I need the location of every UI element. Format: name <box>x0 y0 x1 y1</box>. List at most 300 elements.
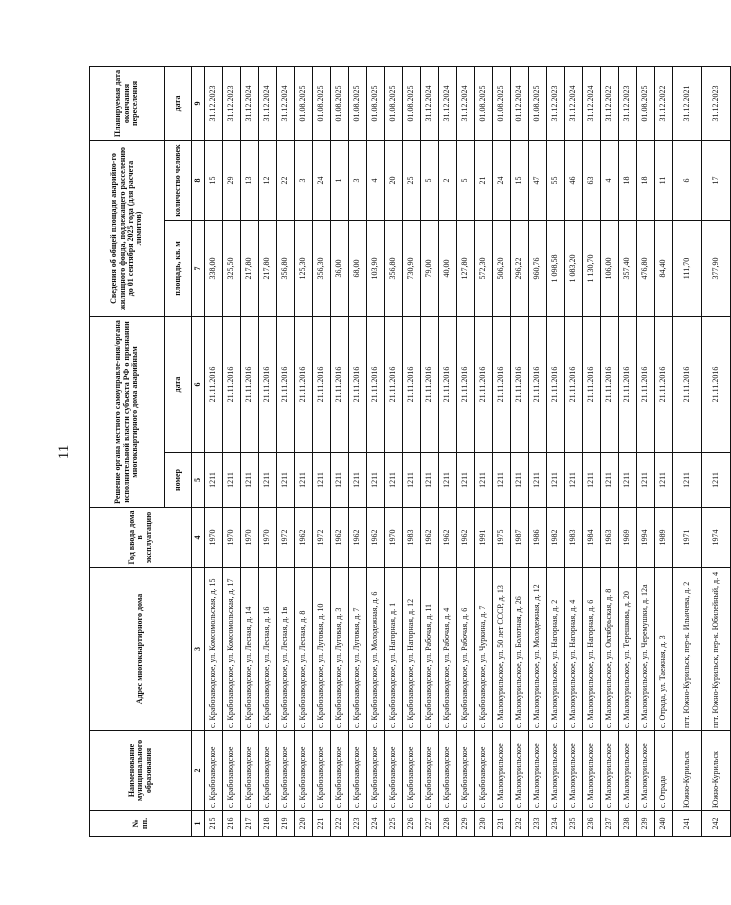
planned-date-cell: 01.08.2025 <box>475 66 493 140</box>
row-number: 229 <box>457 811 475 837</box>
people-count-cell: 15 <box>205 140 223 220</box>
address-cell: с. Малокурильское, ул. Нагорная, д. 6 <box>583 568 601 731</box>
decision-date-cell: 21.11.2016 <box>673 317 702 453</box>
address-cell: с. Крабозаводское, ул. Комсомольская, д. 17 <box>223 568 241 731</box>
row-number: 216 <box>223 811 241 837</box>
people-count-cell: 24 <box>493 140 511 220</box>
row-number: 215 <box>205 811 223 837</box>
planned-date-cell: 31.12.2024 <box>277 66 295 140</box>
people-count-cell: 3 <box>349 140 367 220</box>
decision-date-cell: 21.11.2016 <box>331 317 349 453</box>
planned-date-cell: 01.08.2025 <box>385 66 403 140</box>
row-number: 222 <box>331 811 349 837</box>
address-cell: с. Крабозаводское, ул. Молодежная, д. 6 <box>367 568 385 731</box>
year-cell: 1970 <box>241 508 259 568</box>
table-row <box>349 66 367 836</box>
people-count-cell: 46 <box>565 140 583 220</box>
year-cell: 1962 <box>421 508 439 568</box>
decision-date-cell: 21.11.2016 <box>403 317 421 453</box>
decision-date-cell: 21.11.2016 <box>241 317 259 453</box>
row-number: 231 <box>493 811 511 837</box>
municipality-cell: с. Малокурильское <box>529 731 547 811</box>
row-number: 225 <box>385 811 403 837</box>
area-cell: 338,00 <box>205 221 223 317</box>
header-address: Адрес многоквартирного дома <box>90 568 192 731</box>
row-number: 228 <box>439 811 457 837</box>
planned-date-cell: 31.12.2023 <box>223 66 241 140</box>
municipality-cell: Южно-Курильск <box>702 731 731 811</box>
municipality-cell: с. Крабозаводское <box>259 731 277 811</box>
people-count-cell: 47 <box>529 140 547 220</box>
area-cell: 356,80 <box>385 221 403 317</box>
area-cell: 1 098,58 <box>547 221 565 317</box>
decision-number-cell: 1211 <box>583 453 601 508</box>
planned-date-cell: 01.12.2024 <box>511 66 529 140</box>
planned-date-cell: 01.08.2025 <box>403 66 421 140</box>
area-cell: 572,30 <box>475 221 493 317</box>
row-number: 220 <box>295 811 313 837</box>
year-cell: 1983 <box>565 508 583 568</box>
municipality-cell: с. Крабозаводское <box>295 731 313 811</box>
people-count-cell: 17 <box>702 140 731 220</box>
people-count-cell: 22 <box>277 140 295 220</box>
people-count-cell: 25 <box>403 140 421 220</box>
column-number: 3 <box>192 568 205 731</box>
table-row <box>655 66 673 836</box>
address-cell: с. Крабозаводское, ул. Комсомольская, д. 15 <box>205 568 223 731</box>
table-row <box>702 66 731 836</box>
table-row <box>529 66 547 836</box>
area-cell: 1 083,20 <box>565 221 583 317</box>
decision-date-cell: 21.11.2016 <box>601 317 619 453</box>
year-cell: 1970 <box>259 508 277 568</box>
area-cell: 356,80 <box>277 221 295 317</box>
area-cell: 68,00 <box>349 221 367 317</box>
municipality-cell: с. Крабозаводское <box>313 731 331 811</box>
row-number: 223 <box>349 811 367 837</box>
decision-date-cell: 21.11.2016 <box>277 317 295 453</box>
people-count-cell: 18 <box>619 140 637 220</box>
area-cell: 103,90 <box>367 221 385 317</box>
people-count-cell: 11 <box>655 140 673 220</box>
year-cell: 1962 <box>367 508 385 568</box>
municipality-cell: с. Крабозаводское <box>439 731 457 811</box>
planned-date-cell: 01.08.2025 <box>349 66 367 140</box>
row-number: 236 <box>583 811 601 837</box>
decision-date-cell: 21.11.2016 <box>511 317 529 453</box>
municipality-cell: с. Малокурильское <box>493 731 511 811</box>
municipality-cell: с. Крабозаводское <box>349 731 367 811</box>
people-count-cell: 3 <box>295 140 313 220</box>
table-row <box>547 66 565 836</box>
table-row <box>241 66 259 836</box>
decision-date-cell: 21.11.2016 <box>547 317 565 453</box>
housing-table <box>89 66 731 837</box>
address-cell: с. Крабозаводское, ул. Лесная, д. 8 <box>295 568 313 731</box>
planned-date-cell: 01.08.2025 <box>331 66 349 140</box>
address-cell: с. Крабозаводское, ул. Луговая, д. 3 <box>331 568 349 731</box>
year-cell: 1962 <box>349 508 367 568</box>
address-cell: с. Малокурильское, ул. Болотная, д. 26 <box>511 568 529 731</box>
planned-date-cell: 31.12.2023 <box>547 66 565 140</box>
year-cell: 1963 <box>601 508 619 568</box>
table-row <box>565 66 583 836</box>
municipality-cell: с. Малокурильское <box>619 731 637 811</box>
municipality-cell: с. Отрада <box>655 731 673 811</box>
planned-date-cell: 31.12.2024 <box>241 66 259 140</box>
area-cell: 217,80 <box>241 221 259 317</box>
row-number: 242 <box>702 811 731 837</box>
address-cell: с. Малокурильское, ул. Терешкова, д. 20 <box>619 568 637 731</box>
year-cell: 1971 <box>673 508 702 568</box>
decision-date-cell: 21.11.2016 <box>295 317 313 453</box>
year-cell: 1970 <box>205 508 223 568</box>
decision-number-cell: 1211 <box>241 453 259 508</box>
planned-date-cell: 01.08.2025 <box>313 66 331 140</box>
people-count-cell: 4 <box>601 140 619 220</box>
table-row <box>421 66 439 836</box>
decision-date-cell: 21.11.2016 <box>223 317 241 453</box>
address-cell: пгт. Южно-Курильск, пер-к. Юбилейный, д. 4 <box>702 568 731 731</box>
municipality-cell: с. Крабозаводское <box>475 731 493 811</box>
row-number: 240 <box>655 811 673 837</box>
header-area: площадь, кв. м <box>165 221 192 317</box>
planned-date-cell: 31.12.2024 <box>421 66 439 140</box>
area-cell: 125,30 <box>295 221 313 317</box>
decision-date-cell: 21.11.2016 <box>565 317 583 453</box>
row-number: 232 <box>511 811 529 837</box>
people-count-cell: 12 <box>259 140 277 220</box>
year-cell: 1962 <box>439 508 457 568</box>
address-cell: с. Крабозаводское, ул. Лесная, д. 1в <box>277 568 295 731</box>
decision-date-cell: 21.11.2016 <box>637 317 655 453</box>
address-cell: с. Малокурильское, ул. Октябрьская, д. 8 <box>601 568 619 731</box>
decision-date-cell: 21.11.2016 <box>439 317 457 453</box>
decision-number-cell: 1211 <box>637 453 655 508</box>
planned-date-cell: 31.12.2024 <box>565 66 583 140</box>
year-cell: 1970 <box>385 508 403 568</box>
municipality-cell: с. Малокурильское <box>547 731 565 811</box>
area-cell: 111,70 <box>673 221 702 317</box>
year-cell: 1982 <box>547 508 565 568</box>
row-number: 221 <box>313 811 331 837</box>
year-cell: 1974 <box>702 508 731 568</box>
address-cell: с. Отрада, ул. Таежная, д. 3 <box>655 568 673 731</box>
decision-date-cell: 21.11.2016 <box>421 317 439 453</box>
decision-number-cell: 1211 <box>367 453 385 508</box>
people-count-cell: 5 <box>457 140 475 220</box>
area-cell: 960,76 <box>529 221 547 317</box>
table-row <box>637 66 655 836</box>
decision-number-cell: 1211 <box>385 453 403 508</box>
municipality-cell: с. Малокурильское <box>583 731 601 811</box>
address-cell: с. Крабозаводское, ул. Луговая, д. 7 <box>349 568 367 731</box>
page-number: 11 <box>56 444 72 460</box>
address-cell: с. Крабозаводское, ул. Рабочая, д. 4 <box>439 568 457 731</box>
planned-date-cell: 31.12.2024 <box>439 66 457 140</box>
municipality-cell: с. Малокурильское <box>511 731 529 811</box>
row-number: 233 <box>529 811 547 837</box>
table-row <box>223 66 241 836</box>
year-cell: 1962 <box>457 508 475 568</box>
people-count-cell: 13 <box>241 140 259 220</box>
year-cell: 1991 <box>475 508 493 568</box>
decision-date-cell: 21.11.2016 <box>529 317 547 453</box>
column-number: 7 <box>192 221 205 317</box>
row-number: 217 <box>241 811 259 837</box>
municipality-cell: с. Крабозаводское <box>331 731 349 811</box>
people-count-cell: 15 <box>511 140 529 220</box>
decision-date-cell: 21.11.2016 <box>367 317 385 453</box>
year-cell: 1972 <box>277 508 295 568</box>
area-cell: 40,00 <box>439 221 457 317</box>
table-row <box>457 66 475 836</box>
area-cell: 476,80 <box>637 221 655 317</box>
area-cell: 217,80 <box>259 221 277 317</box>
header-people: количество человек <box>165 140 192 220</box>
people-count-cell: 24 <box>313 140 331 220</box>
decision-number-cell: 1211 <box>331 453 349 508</box>
address-cell: с. Малокурильское, ул. Нагорная, д. 2 <box>547 568 565 731</box>
header-decision-date: дата <box>165 317 192 453</box>
header-planned: Планируемая дата окончания переселения <box>90 66 165 140</box>
decision-number-cell: 1211 <box>403 453 421 508</box>
planned-date-cell: 31.12.2024 <box>457 66 475 140</box>
people-count-cell: 4 <box>367 140 385 220</box>
address-cell: с. Крабозаводское, ул. Нагорная, д. 1 <box>385 568 403 731</box>
header-year: Год ввода дома в эксплуатацию <box>90 508 192 568</box>
year-cell: 1962 <box>331 508 349 568</box>
decision-number-cell: 1211 <box>223 453 241 508</box>
decision-number-cell: 1211 <box>295 453 313 508</box>
area-cell: 730,90 <box>403 221 421 317</box>
header-municipality: Наименование муниципального образования <box>90 731 192 811</box>
row-number: 218 <box>259 811 277 837</box>
municipality-cell: с. Крабозаводское <box>385 731 403 811</box>
area-cell: 357,40 <box>619 221 637 317</box>
row-number: 227 <box>421 811 439 837</box>
decision-number-cell: 1211 <box>601 453 619 508</box>
planned-date-cell: 31.12.2021 <box>673 66 702 140</box>
decision-date-cell: 21.11.2016 <box>583 317 601 453</box>
people-count-cell: 6 <box>673 140 702 220</box>
decision-date-cell: 21.11.2016 <box>349 317 367 453</box>
address-cell: с. Крабозаводское, ул. Луговая, д. 10 <box>313 568 331 731</box>
municipality-cell: с. Крабозаводское <box>457 731 475 811</box>
planned-date-cell: 31.12.2023 <box>619 66 637 140</box>
header-area-info: Сведения об общей площади аварийно-го жилищного фонда, подлежащего расселению до 01 сентября 2025 года (для расчета лимитов) <box>90 140 165 316</box>
people-count-cell: 2 <box>439 140 457 220</box>
planned-date-cell: 01.08.2025 <box>295 66 313 140</box>
municipality-cell: с. Крабозаводское <box>205 731 223 811</box>
decision-number-cell: 1211 <box>619 453 637 508</box>
column-number: 4 <box>192 508 205 568</box>
table-row <box>313 66 331 836</box>
header-decision: Решение органа местного самоуправле-ния/органа исполнительной власти субъекта РФ о признании многоквартирного дома аварийным <box>90 317 165 508</box>
decision-date-cell: 21.11.2016 <box>702 317 731 453</box>
row-number: 239 <box>637 811 655 837</box>
row-number: 226 <box>403 811 421 837</box>
people-count-cell: 29 <box>223 140 241 220</box>
area-cell: 79,00 <box>421 221 439 317</box>
decision-date-cell: 21.11.2016 <box>205 317 223 453</box>
municipality-cell: с. Малокурильское <box>637 731 655 811</box>
address-cell: с. Малокурильское, ул. Молодежная, д. 12 <box>529 568 547 731</box>
decision-number-cell: 1211 <box>655 453 673 508</box>
address-cell: с. Крабозаводское, ул. Лесная, д. 16 <box>259 568 277 731</box>
decision-number-cell: 1211 <box>565 453 583 508</box>
address-cell: пгт. Южно-Курильск, пер-к. Ильичева, д. 2 <box>673 568 702 731</box>
table-row <box>205 66 223 836</box>
table-row <box>475 66 493 836</box>
decision-number-cell: 1211 <box>511 453 529 508</box>
decision-number-cell: 1211 <box>547 453 565 508</box>
planned-date-cell: 31.12.2022 <box>601 66 619 140</box>
year-cell: 1972 <box>313 508 331 568</box>
year-cell: 1969 <box>619 508 637 568</box>
decision-date-cell: 21.11.2016 <box>475 317 493 453</box>
column-number: 1 <box>192 811 205 837</box>
address-cell: с. Крабозаводское, ул. Нагорная, д. 12 <box>403 568 421 731</box>
planned-date-cell: 31.12.2022 <box>655 66 673 140</box>
municipality-cell: с. Малокурильское <box>601 731 619 811</box>
table-row <box>295 66 313 836</box>
planned-date-cell: 01.08.2025 <box>637 66 655 140</box>
address-cell: с. Крабозаводское, ул. Рабочая, д. 6 <box>457 568 475 731</box>
decision-number-cell: 1211 <box>493 453 511 508</box>
people-count-cell: 5 <box>421 140 439 220</box>
people-count-cell: 21 <box>475 140 493 220</box>
decision-number-cell: 1211 <box>457 453 475 508</box>
table-row <box>601 66 619 836</box>
area-cell: 325,50 <box>223 221 241 317</box>
year-cell: 1994 <box>637 508 655 568</box>
planned-date-cell: 31.12.2024 <box>259 66 277 140</box>
table-row <box>511 66 529 836</box>
area-cell: 127,80 <box>457 221 475 317</box>
year-cell: 1984 <box>583 508 601 568</box>
area-cell: 356,30 <box>313 221 331 317</box>
table-row <box>439 66 457 836</box>
row-number: 219 <box>277 811 295 837</box>
decision-number-cell: 1211 <box>205 453 223 508</box>
decision-number-cell: 1211 <box>475 453 493 508</box>
decision-date-cell: 21.11.2016 <box>385 317 403 453</box>
area-cell: 1 130,70 <box>583 221 601 317</box>
decision-date-cell: 21.11.2016 <box>259 317 277 453</box>
row-number: 235 <box>565 811 583 837</box>
address-cell: с. Крабозаводское, ул. Лесная, д. 14 <box>241 568 259 731</box>
area-cell: 84,40 <box>655 221 673 317</box>
table-row <box>259 66 277 836</box>
row-number: 230 <box>475 811 493 837</box>
table-row <box>367 66 385 836</box>
decision-date-cell: 21.11.2016 <box>313 317 331 453</box>
planned-date-cell: 31.12.2024 <box>583 66 601 140</box>
planned-date-cell: 01.08.2025 <box>529 66 547 140</box>
row-number: 234 <box>547 811 565 837</box>
column-number: 9 <box>192 66 205 140</box>
municipality-cell: с. Крабозаводское <box>403 731 421 811</box>
year-cell: 1975 <box>493 508 511 568</box>
address-cell: с. Малокурильское, ул. 50 лет СССР, д. 13 <box>493 568 511 731</box>
column-number: 2 <box>192 731 205 811</box>
column-number: 6 <box>192 317 205 453</box>
planned-date-cell: 31.12.2023 <box>205 66 223 140</box>
decision-date-cell: 21.11.2016 <box>655 317 673 453</box>
row-number: 238 <box>619 811 637 837</box>
area-cell: 106,00 <box>601 221 619 317</box>
decision-date-cell: 21.11.2016 <box>493 317 511 453</box>
municipality-cell: с. Крабозаводское <box>277 731 295 811</box>
area-cell: 506,20 <box>493 221 511 317</box>
area-cell: 377,90 <box>702 221 731 317</box>
table-row <box>493 66 511 836</box>
column-number: 5 <box>192 453 205 508</box>
planned-date-cell: 01.08.2025 <box>367 66 385 140</box>
address-cell: с. Малокурильское, ул. Черемушки, д. 12а <box>637 568 655 731</box>
area-cell: 36,00 <box>331 221 349 317</box>
table-row <box>331 66 349 836</box>
decision-number-cell: 1211 <box>673 453 702 508</box>
decision-number-cell: 1211 <box>277 453 295 508</box>
address-cell: с. Крабозаводское, ул. Чуркина, д. 7 <box>475 568 493 731</box>
row-number: 224 <box>367 811 385 837</box>
people-count-cell: 18 <box>637 140 655 220</box>
address-cell: с. Крабозаводское, ул. Рабочая, д. 11 <box>421 568 439 731</box>
table-row <box>619 66 637 836</box>
decision-date-cell: 21.11.2016 <box>619 317 637 453</box>
row-number: 237 <box>601 811 619 837</box>
decision-number-cell: 1211 <box>349 453 367 508</box>
people-count-cell: 20 <box>385 140 403 220</box>
municipality-cell: с. Малокурильское <box>565 731 583 811</box>
year-cell: 1989 <box>655 508 673 568</box>
people-count-cell: 63 <box>583 140 601 220</box>
planned-date-cell: 01.08.2025 <box>493 66 511 140</box>
year-cell: 1962 <box>295 508 313 568</box>
table-row <box>385 66 403 836</box>
row-number: 241 <box>673 811 702 837</box>
decision-number-cell: 1211 <box>529 453 547 508</box>
year-cell: 1970 <box>223 508 241 568</box>
address-cell: с. Малокурильское, ул. Нагорная, д. 4 <box>565 568 583 731</box>
municipality-cell: Южно-Курильск <box>673 731 702 811</box>
planned-date-cell: 31.12.2023 <box>702 66 731 140</box>
column-number: 8 <box>192 140 205 220</box>
table-row <box>277 66 295 836</box>
municipality-cell: с. Крабозаводское <box>223 731 241 811</box>
decision-date-cell: 21.11.2016 <box>457 317 475 453</box>
table-row <box>673 66 702 836</box>
decision-number-cell: 1211 <box>313 453 331 508</box>
table-row <box>583 66 601 836</box>
decision-number-cell: 1211 <box>702 453 731 508</box>
rotated-page <box>53 67 720 837</box>
people-count-cell: 55 <box>547 140 565 220</box>
area-cell: 296,22 <box>511 221 529 317</box>
decision-number-cell: 1211 <box>421 453 439 508</box>
year-cell: 1986 <box>529 508 547 568</box>
year-cell: 1983 <box>403 508 421 568</box>
header-decision-number: номер <box>165 453 192 508</box>
municipality-cell: с. Крабозаводское <box>241 731 259 811</box>
table-row <box>403 66 421 836</box>
people-count-cell: 1 <box>331 140 349 220</box>
municipality-cell: с. Крабозаводское <box>367 731 385 811</box>
decision-number-cell: 1211 <box>259 453 277 508</box>
header-num: № пп. <box>90 811 192 837</box>
